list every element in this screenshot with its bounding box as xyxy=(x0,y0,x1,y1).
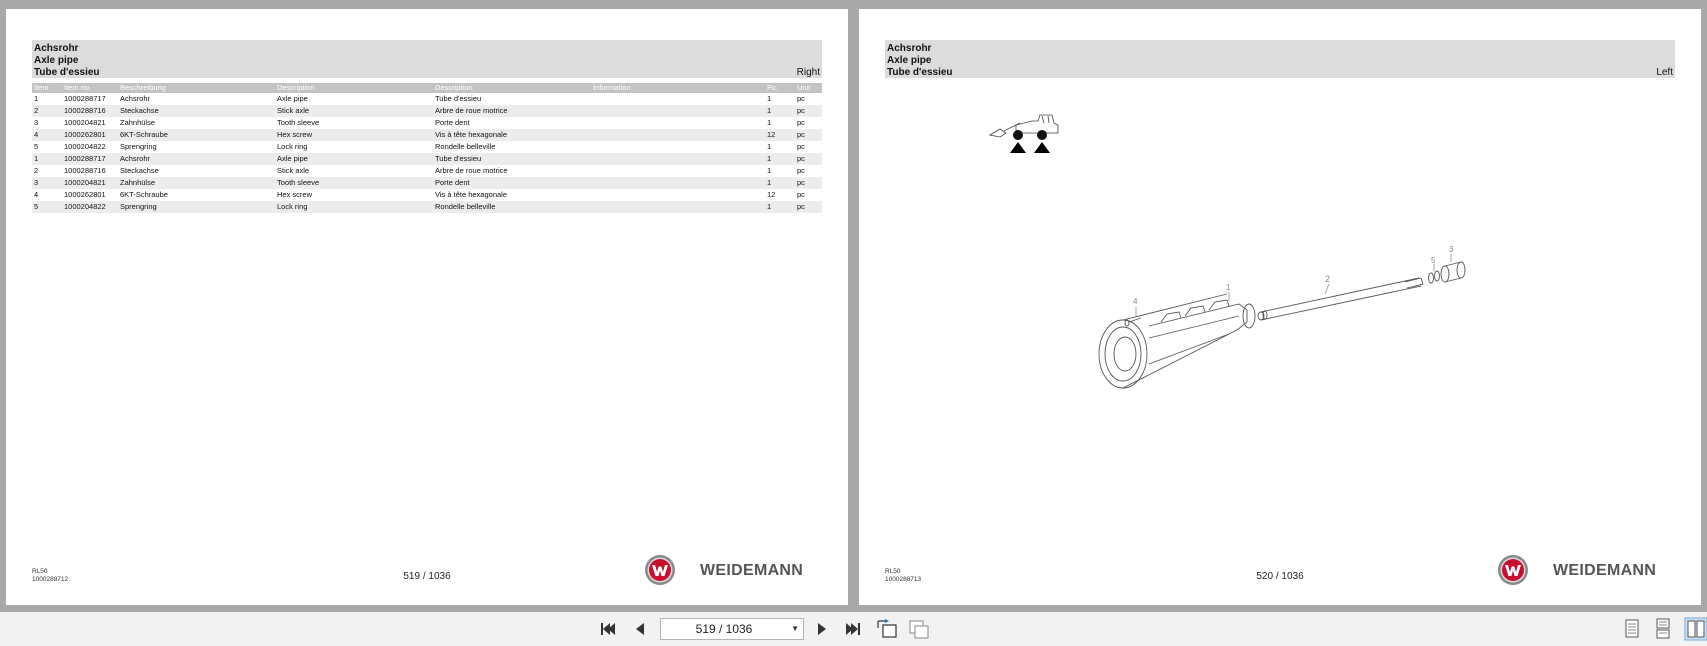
cell-item: 5 xyxy=(32,201,62,213)
cell-unit: pc xyxy=(795,177,822,189)
cell-pc: 1 xyxy=(765,177,795,189)
cell-unit: pc xyxy=(797,166,805,175)
table-row xyxy=(32,117,822,129)
cell-pc: 1 xyxy=(767,118,772,127)
next-page-icon[interactable] xyxy=(812,620,832,638)
chevron-down-icon[interactable]: ▼ xyxy=(791,624,799,633)
title-french: Tube d'essieu xyxy=(34,67,100,78)
cell-description-en: Axle pipe xyxy=(277,94,308,103)
callout-3: 3 xyxy=(1449,245,1454,254)
cell-item: 1 xyxy=(34,94,39,103)
cell-item: 2 xyxy=(34,166,39,175)
cell-unit: pc xyxy=(797,118,805,127)
cell-pc: 12 xyxy=(767,190,776,199)
table-row xyxy=(32,153,822,165)
column-header-item: Item xyxy=(32,83,62,93)
side-label: Right xyxy=(796,67,820,78)
cell-description-fr: Tube d'essieu xyxy=(433,153,591,165)
go-forward-icon[interactable] xyxy=(908,619,930,639)
cell-information xyxy=(591,177,765,189)
cell-information xyxy=(591,201,765,213)
cell-pc: 1 xyxy=(765,201,795,213)
callout-4: 4 xyxy=(1133,297,1138,306)
cell-item: 4 xyxy=(34,190,39,199)
document-number: 1000288712 xyxy=(32,576,69,583)
cell-item-no: 1000262801 xyxy=(62,129,118,141)
cell-item: 3 xyxy=(32,177,62,189)
cell-item-no: 1000288717 xyxy=(62,153,118,165)
document-number: 1000288713 xyxy=(885,576,922,583)
cell-item-no: 1000288716 xyxy=(64,166,106,175)
column-header-item-no: Item no. xyxy=(62,83,118,93)
column-header-description-en: Description xyxy=(275,83,433,93)
cell-beschreibung: 6KT-Schraube xyxy=(120,190,168,199)
cell-item-no: 1000204821 xyxy=(62,177,118,189)
column-header-information: Information xyxy=(591,83,765,93)
cell-information xyxy=(591,129,765,141)
first-page-icon[interactable] xyxy=(598,620,618,638)
cell-pc: 1 xyxy=(767,94,772,103)
cell-description-fr: Porte dent xyxy=(435,118,470,127)
cell-information xyxy=(591,153,765,165)
title-band xyxy=(32,40,822,78)
table-row xyxy=(32,189,822,201)
column-header-pc: Pc. xyxy=(765,83,795,93)
cell-pc: 12 xyxy=(765,129,795,141)
cell-information xyxy=(591,165,765,177)
previous-page-icon[interactable] xyxy=(630,620,650,638)
cell-beschreibung: Achsrohr xyxy=(120,94,151,103)
page-number: 520 / 1036 xyxy=(1256,571,1304,582)
viewer-toolbar xyxy=(0,612,1707,646)
cell-description-en: Hex screw xyxy=(275,129,433,141)
table-row xyxy=(32,177,822,189)
table-row xyxy=(32,93,822,105)
cell-item-no: 1000288717 xyxy=(64,94,106,103)
model-name: RL50 xyxy=(885,568,901,575)
cell-beschreibung: 6KT-Schraube xyxy=(118,129,275,141)
two-page-view-icon[interactable] xyxy=(1685,618,1707,640)
cell-beschreibung: Zahnhülse xyxy=(120,118,156,127)
brand-name: WEIDEMANN xyxy=(1553,562,1657,579)
cell-beschreibung: Sprengring xyxy=(120,142,157,151)
cell-description-fr: Rondelle belleville xyxy=(433,201,591,213)
title-band xyxy=(885,40,1675,78)
cell-description-fr: Tube d'essieu xyxy=(435,94,482,103)
side-label: Left xyxy=(1656,67,1673,78)
column-header-beschreibung: Beschreibung xyxy=(118,83,275,93)
cell-beschreibung: Steckachse xyxy=(118,105,275,117)
callout-1: 1 xyxy=(1226,283,1231,292)
cell-item-no: 1000288716 xyxy=(62,105,118,117)
cell-description-fr: Vis à tête hexagonale xyxy=(433,129,591,141)
table-header-row xyxy=(32,83,822,93)
cell-beschreibung: Steckachse xyxy=(120,166,159,175)
page-number-input[interactable] xyxy=(660,618,804,640)
title-german: Achsrohr xyxy=(887,43,932,54)
single-page-view-icon[interactable] xyxy=(1624,619,1640,639)
cell-unit: pc xyxy=(795,129,822,141)
cell-pc: 1 xyxy=(767,166,772,175)
continuous-view-icon[interactable] xyxy=(1654,619,1672,639)
weidemann-logo-icon xyxy=(644,554,676,586)
column-header-unit: Unit xyxy=(795,83,822,93)
cell-unit: pc xyxy=(795,105,822,117)
cell-item-no: 1000262801 xyxy=(64,190,106,199)
cell-beschreibung: Zahnhülse xyxy=(118,177,275,189)
cell-pc: 1 xyxy=(765,105,795,117)
cell-description-en: Stick axle xyxy=(277,166,310,175)
cell-description-en: Lock ring xyxy=(275,201,433,213)
document-page-right xyxy=(859,9,1701,605)
column-header-description-fr: Description xyxy=(433,83,591,93)
cell-item: 4 xyxy=(32,129,62,141)
cell-information xyxy=(591,189,765,201)
cell-description-en: Axle pipe xyxy=(275,153,433,165)
title-english: Axle pipe xyxy=(887,55,932,66)
cell-item: 2 xyxy=(32,105,62,117)
cell-pc: 1 xyxy=(765,153,795,165)
cell-unit: pc xyxy=(797,94,805,103)
cell-description-fr: Porte dent xyxy=(433,177,591,189)
table-row xyxy=(32,201,822,213)
cell-beschreibung: Sprengring xyxy=(118,201,275,213)
cell-description-fr: Arbre de roue motrice xyxy=(433,105,591,117)
cell-unit: pc xyxy=(797,142,805,151)
axle-exploded-drawing xyxy=(1089,245,1479,424)
cell-pc: 1 xyxy=(767,142,772,151)
callout-2: 2 xyxy=(1325,274,1331,284)
table-row xyxy=(32,129,822,141)
page-number: 519 / 1036 xyxy=(403,571,451,582)
title-german: Achsrohr xyxy=(34,43,79,54)
cell-description-en: Stick axle xyxy=(275,105,433,117)
cell-unit: pc xyxy=(795,201,822,213)
model-name: RL50 xyxy=(32,568,48,575)
brand-name: WEIDEMANN xyxy=(700,562,804,579)
cell-information xyxy=(591,93,765,105)
table-row xyxy=(32,165,822,177)
document-page-left xyxy=(6,9,848,605)
cell-item-no: 1000204821 xyxy=(64,118,106,127)
parts-table xyxy=(32,83,822,213)
cell-beschreibung: Achsrohr xyxy=(118,153,275,165)
cell-description-fr: Rondelle belleville xyxy=(435,142,496,151)
cell-item: 1 xyxy=(32,153,62,165)
go-back-icon[interactable] xyxy=(876,619,898,639)
cell-item: 5 xyxy=(34,142,39,151)
cell-description-en: Tooth sleeve xyxy=(277,118,320,127)
cell-description-en: Lock ring xyxy=(277,142,308,151)
weidemann-logo-icon xyxy=(1497,554,1529,586)
current-page-value: 519 / 1036 xyxy=(695,622,753,636)
cell-unit: pc xyxy=(797,190,805,199)
cell-description-en: Tooth sleeve xyxy=(275,177,433,189)
wheel-loader-position-icon xyxy=(986,109,1062,157)
table-row xyxy=(32,141,822,153)
cell-item-no: 1000204822 xyxy=(64,142,106,151)
cell-description-fr: Arbre de roue motrice xyxy=(435,166,508,175)
cell-information xyxy=(591,141,765,153)
cell-information xyxy=(591,105,765,117)
cell-unit: pc xyxy=(795,153,822,165)
cell-information xyxy=(591,117,765,129)
title-french: Tube d'essieu xyxy=(887,67,953,78)
cell-item-no: 1000204822 xyxy=(62,201,118,213)
title-english: Axle pipe xyxy=(34,55,79,66)
last-page-icon[interactable] xyxy=(843,620,863,638)
table-row xyxy=(32,105,822,117)
cell-description-en: Hex screw xyxy=(277,190,313,199)
cell-description-fr: Vis à tête hexagonale xyxy=(435,190,508,199)
callout-5: 5 xyxy=(1431,256,1436,265)
cell-item: 3 xyxy=(34,118,39,127)
